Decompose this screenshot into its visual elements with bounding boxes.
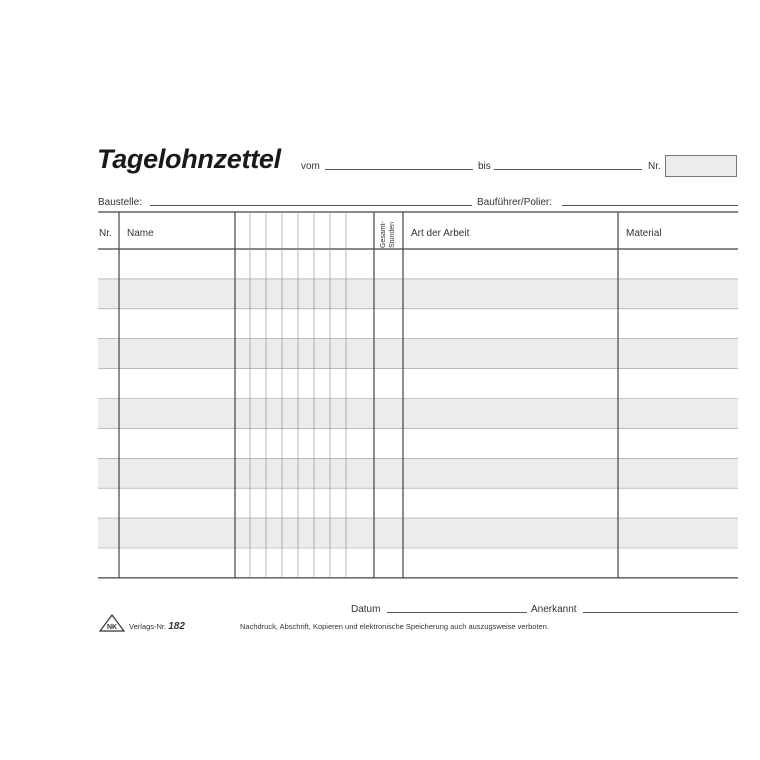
form-title: Tagelohnzettel — [97, 144, 281, 174]
publisher-logo-icon — [99, 614, 125, 632]
nr-label: Nr. — [648, 161, 661, 172]
vom-label: vom — [301, 161, 320, 172]
baustelle-label: Baustelle: — [98, 197, 142, 208]
table-row-shade — [98, 399, 738, 429]
col-name-header: Name — [127, 228, 154, 239]
table-row-shade — [98, 339, 738, 369]
col-material-header: Material — [626, 228, 662, 239]
datum-label: Datum — [351, 604, 381, 615]
col-hours-header-1: Gesamt- — [380, 221, 387, 248]
publisher-label: Verlags-Nr. — [129, 622, 167, 631]
logo-text: NK — [106, 624, 118, 631]
copyright-notice: Nachdruck, Abschrift, Kopieren und elektronische Speicherung auch auszugsweise verboten. — [240, 622, 549, 631]
datum-field[interactable] — [387, 612, 527, 613]
table-row-shade — [98, 458, 738, 488]
table-row-shade — [98, 279, 738, 309]
table-row-shade — [98, 518, 738, 548]
row-shading — [98, 279, 738, 548]
publisher-info — [129, 621, 185, 632]
bauleiter-label: Bauführer/Polier: — [477, 197, 553, 208]
anerkannt-label: Anerkannt — [531, 604, 577, 615]
col-work-header: Art der Arbeit — [411, 228, 470, 239]
anerkannt-field[interactable] — [583, 612, 738, 613]
publisher-number: 182 — [168, 621, 185, 632]
bis-label: bis — [478, 161, 491, 172]
col-nr-header: Nr. — [99, 228, 112, 239]
col-hours-header-2: Stunden — [389, 221, 396, 248]
